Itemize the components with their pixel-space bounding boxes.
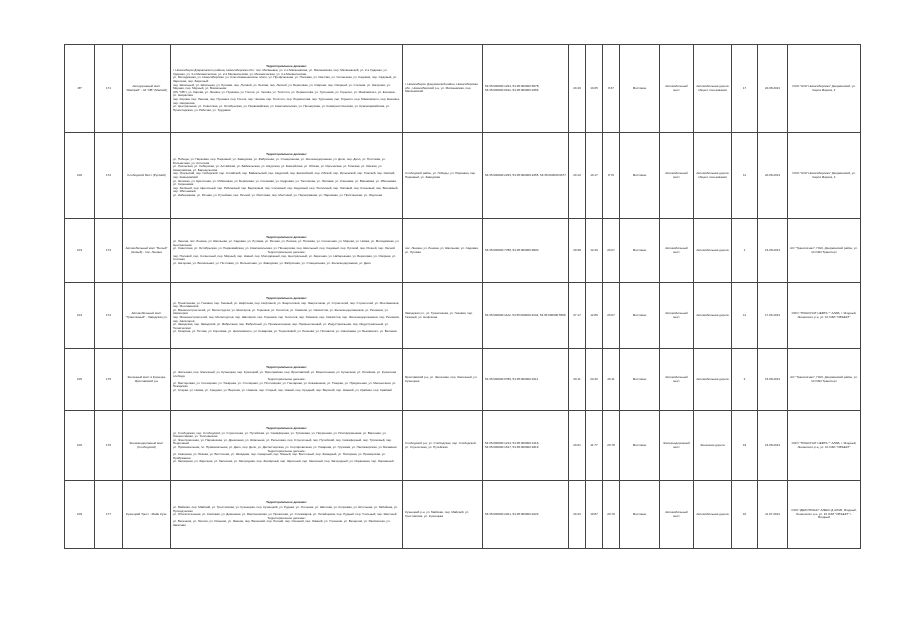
description-heading: Территориальное деление: xyxy=(266,234,307,239)
object-description xyxy=(171,45,403,133)
item-count: 1 xyxy=(732,219,758,283)
table-row xyxy=(65,481,861,549)
measure-2: 10.65 xyxy=(586,45,603,133)
record-date: 20.08.2013 xyxy=(758,133,788,219)
owner: ООО "НСР Новосибирская" Дзержинский, ул. Карла Маркса, 4 xyxy=(788,133,861,219)
row-code: 174 xyxy=(95,283,123,349)
description-heading: Территориальное деление: xyxy=(266,365,307,370)
description-line: ул. Ленина, пос. Ленина, ул. Школьная, ул. Садовая, ул. Луговая, ул. Речная, ул. Лесная, ул. Полевая, ул. Солнечная, ул. Мирная, ул. Новая, ул. Молодёжная, ул. Центральная xyxy=(173,239,400,247)
cadastral-numbers: 54:35:000000:2233, 54:35:000000:4455, 54:35:000000:6677 xyxy=(483,133,569,219)
description-line: ул. Зелёная, ул. Цветочная, ул. Рябиновая, ул. Берёзовая, ул. Сосновая, ул. Кедровая, ул. Тополиная, ул. Липовая, ул. Кленовая, ул. Вишнёвая, ул. Яблоневая, ул. Сиреневая xyxy=(173,178,397,187)
object-description xyxy=(171,133,403,219)
owner: ООО "ДЕЛОТРАНС" АЛЕКС Д АЛАБ, Ягодный, Ленинского р-н, ул. 10 ОЗИ "ОБЪЕКТ" г. Ягодный xyxy=(788,481,861,549)
object-location: Ярославский р-н, ул. Железная, пер. Железный, ул. Кузнецкая xyxy=(403,349,483,411)
description-lines xyxy=(173,432,400,464)
item-count: 11 xyxy=(732,133,758,219)
object-description xyxy=(171,283,403,349)
measure-1: 20.43 xyxy=(569,481,586,549)
structure-kind: Автомобильный мост xyxy=(660,349,694,411)
description-lines xyxy=(173,158,400,198)
structure-type: Мостовое xyxy=(620,411,660,481)
record-date: 16.08.2013 xyxy=(758,219,788,283)
structure-type: Мостовое xyxy=(620,481,660,549)
object-description xyxy=(171,411,403,481)
description-line: ул. Машиностроителей, ул. Металлургов, ул. Шахтёров, ул. Горняков, ул. Геологов, ул. Химиков, ул. Связистов, ул. Железнодорожников, ул. Речников, ул. Авиаторов xyxy=(173,307,389,316)
measure-3: 20.07 xyxy=(603,283,620,349)
description-lines xyxy=(173,302,400,334)
registry-table xyxy=(64,44,861,549)
measure-2: 10.87 xyxy=(586,481,603,549)
description-line: пер. Полевой, пер. Солнечный, пер. Мирный, пер. Новый, пер. Молодёжный, пер. Центральный, ул. Заречная, ул. Набережная, ул. Береговая, ул. Озёрная, ул. Степная xyxy=(173,253,397,262)
table-row xyxy=(65,219,861,283)
structure-purpose: Автомобильная дорога xyxy=(694,349,732,411)
object-name: Железный мост в Кузнецке Ярославский р-н xyxy=(123,349,171,411)
owner: ООО "ТРАНСГАЗ" НЕФТЬ "" АЛАБ, г. Ягодный, Ленинского р-н, ул. 10 ОЗИ "ОБЪЕКТ" xyxy=(788,411,861,481)
object-name: Автомобильный мост "Трансгазный" - Заводская ул. xyxy=(123,283,171,349)
measure-1: 20.01 xyxy=(569,411,586,481)
structure-purpose: Автомобильная дорога xyxy=(694,219,732,283)
measure-3: 20.11 xyxy=(603,349,620,411)
description-line: ул. Гагарина, ул. Титова, ул. Королёва, ул. Циолковского, ул. Комарова, ул. Терешковой, ул. Леонова, ул. Поповича, ул. Николаева, ул. Быковского, ул. Беляева xyxy=(173,329,397,334)
table-row xyxy=(65,283,861,349)
measure-2: 11.77 xyxy=(586,411,603,481)
description-lines xyxy=(173,371,400,393)
record-date: 20.08.2013 xyxy=(758,45,788,133)
item-count: 11 xyxy=(732,283,758,349)
measure-2: 10.17 xyxy=(586,133,603,219)
measure-1: 20.98 xyxy=(569,219,586,283)
description-line: ул. Мастеровая, ул. Слесарная, ул. Токарная, ул. Столярная, ул. Плотницкая, ул. Гончарная, ул. Кожевенная, ул. Ткацкая, ул. Прядильная, ул. Мельничная, ул. Пекарская xyxy=(173,380,397,389)
structure-type: Мостовое xyxy=(620,133,660,219)
row-number: 106 xyxy=(65,411,95,481)
object-location: пос. Ленина, ул. Ленина, ул. Школьная, ул. Садовая, ул. Луговая xyxy=(403,219,483,283)
record-date: 15.08.2013 xyxy=(758,411,788,481)
object-location: Кузнецкий р-н, ул. Майская, пер. Майский, ул. Трестовская, ул. Кузнецкая xyxy=(403,481,483,549)
structure-type: Мостовое xyxy=(620,219,660,283)
cadastral-numbers: 54:35:000000:6789, 54:35:000000:1011 xyxy=(483,349,569,411)
description-heading: Территориальное деление: xyxy=(266,500,307,505)
structure-purpose: Автомобильная дорога общего пользования xyxy=(694,45,732,133)
row-number: 100 xyxy=(65,133,95,219)
description-line: ул. Заводская, пер. Заводской, ул. Фабричная, пер. Фабричный, ул. Промышленная, пер. Промышленный, ул. Индустриальная, пер. Индустриальный, ул. Техническая xyxy=(173,322,389,330)
description-lines xyxy=(173,240,400,265)
description-line: пер. Машиностроителей, пер. Металлургов, пер. Шахтёров, пер. Горняков, пер. Геологов, пер. Химиков, пер. Связистов, пер. Железнодорожников, пер. Речников, пер. Авиаторов xyxy=(173,315,400,323)
description-heading: Территориальное деление: xyxy=(266,152,307,157)
row-number: 103 xyxy=(65,219,95,283)
structure-kind: Автомобильный мост xyxy=(660,219,694,283)
description-line: ул. Заозёрная, ул. Заречная, ул. Залесная, ул. Загородная, пер. Заозёрный, пер. Заречный, пер. Залесный, пер. Загородный, ул. Окраинная, пер. Окраинный xyxy=(173,459,394,464)
structure-purpose: Автомобильная дорога общего пользования xyxy=(694,133,732,219)
description-line: ул. Молодёжная, ул. Новосибирская, ул. Ключ-Камышенское плато, ул. Профсоюзная, ул. Полевая, ул. Светлая, ул. Солнечная, ул. Садовая, пер. Садовый, ул. Заречная, пер. Заречный xyxy=(173,75,397,84)
row-number: 109 xyxy=(65,481,95,549)
object-name: Автодорожный мост "Шалфей" - 44 "ОВ" (Малкий) xyxy=(123,45,171,133)
owner: ООО "ТРАНСГАЗ" НЕФТЬ "" АЛАБ, г. Ягодный, Ленинского р-н, ул. 10 ОЗИ "ОБЪЕКТ" xyxy=(788,283,861,349)
object-name: Железнодорожный мост (Слободской) xyxy=(123,411,171,481)
structure-type: Мостовое xyxy=(620,45,660,133)
structure-kind: Автомобильный мост xyxy=(660,133,694,219)
row-number: 18* xyxy=(65,45,95,133)
table-row xyxy=(65,349,861,411)
measure-2: 12.49 xyxy=(586,219,603,283)
table-row xyxy=(65,133,861,219)
table-row xyxy=(65,411,861,481)
cadastral-numbers: 54:35:000000:2021, 54:35:000000:2223 xyxy=(483,481,569,549)
table-row xyxy=(65,45,861,133)
cadastral-numbers: 54:35:000000:1213, 54:35:000000:1415, 54:35:000000:1617, 54:35:000000:1819 xyxy=(483,411,569,481)
structure-type: Мостовое xyxy=(620,349,660,411)
object-description xyxy=(171,349,403,411)
measure-1: 20.11 xyxy=(569,349,586,411)
description-line: ул. Старая, ул. Новая, ул. Средняя, ул. Верхняя, ул. Нижняя, пер. Старый, пер. Новый, пер. Средний, пер. Верхний, пер. Нижний, ул. Крайняя, пер. Крайний xyxy=(173,387,392,392)
measure-1: 20.10 xyxy=(569,133,586,219)
description-line: (ОЧ "ОВ"): ул. Кирова, ул. Ленина, ул. Пушкина, ул. Гоголя, ул. Чехова, ул. Толстого, ул. Лермонтова, ул. Тургенева, ул. Горького, ул. Маяковского, ул. Есенина, ул. Некрасова xyxy=(173,89,396,98)
structure-kind: Автомобильный мост xyxy=(660,283,694,349)
row-code: 171 xyxy=(95,45,123,133)
object-location: Слободской район, ул. Победы, ул. Парковая, пер. Парковый, ул. Заводская xyxy=(403,133,483,219)
structure-kind: Автомобильный мост xyxy=(660,481,694,549)
description-line: ул. Уральская, ул. Сибирская, ул. Алтайская, ул. Байкальская, ул. Амурская, ул. Енисейская, ул. Обская, ул. Иртышская, ул. Томская, ул. Омская, ул. Кемеровская, ул. Барнаульская xyxy=(173,164,383,172)
owner: ООО "НСР Новосибирская" Дзержинский, ул. Карла Маркса, 4 xyxy=(788,45,861,133)
structure-purpose: Автомобильная дорога xyxy=(694,481,732,549)
description-line: ул. Нагорная, ул. Вокзальная, ул. Почтовая, ул. Больничная, ул. Заводская, ул. Фабричная, ул. Станционная, ул. Железнодорожная, ул. Депо xyxy=(173,260,371,265)
description-line: ул. Советская, ул. Октябрьская, ул. Первомайская, ул. Комсомольская, ул. Пионерская, пер. Школьный, пер. Садовый, пер. Луговой, пер. Речной, пер. Лесной xyxy=(173,246,395,251)
record-date: 11.07.2013 xyxy=(758,481,788,549)
row-code: 175 xyxy=(95,349,123,411)
description-line: Территориальное деление: xyxy=(267,377,306,382)
measure-2: 12.89 xyxy=(586,283,603,349)
structure-kind: Автомобильный мост xyxy=(660,45,694,133)
measure-2: 20.40 xyxy=(586,349,603,411)
record-date: 17.06.2013 xyxy=(758,283,788,349)
cadastral-numbers: 54:35:000000:7788, 54:35:000000:9900 xyxy=(483,219,569,283)
row-number: 105 xyxy=(65,349,95,411)
cadastral-numbers: 54:35:000000:1234, 54:35:000000:5678, 54:35:000000:9012, 54:35:000000:3456 xyxy=(483,45,569,133)
measure-3: 20.07 xyxy=(603,219,620,283)
item-count: 3 xyxy=(732,349,758,411)
description-line: ул. Электровозная, ул. Паровозная, ул. Дрезинная, ул. Шпальная, ул. Рельсовая, пер. Стрелочный, пер. Путейский, пер. Семафорный, пер. Тупиковый, пер. Перронный xyxy=(173,437,392,446)
description-line: ул. Майская, пер. Майский, ул. Трестовская, ул. Кузнецкая, пер. Кузнецкий, ул. Рудная, ул. Угольная, ул. Шахтная, ул. Копровая, ул. Штольная, ул. Забойная, ул. Проходческая xyxy=(173,505,398,513)
measure-3: 20.78 xyxy=(603,411,620,481)
description-line: Территориальное деление: xyxy=(267,448,306,453)
measure-1: 27.17 xyxy=(569,283,586,349)
description-line: ул. Обогатительная, ул. Коксовая, ул. Доменная, ул. Мартеновская, ул. Прокатная, ул. Сталеваров, ул. Литейщиков, пер. Рудный, пер. Угольный, пер. Шахтный xyxy=(173,512,397,517)
structure-kind: Железнодорожный мост xyxy=(660,411,694,481)
owner: АО "Транссигнал", ПАО, Дзержинский район, ул. 10 ОЗИ Транспорт xyxy=(788,219,861,283)
object-location: г. Новосибирск, Дзержинский район, Новосибирская обл., Новосибирский р-н, ул. Матвеевская, пер. Матвеевский xyxy=(403,45,483,133)
description-line: ул. Набережная, ул. Речная, ул. Ручейная, пер. Речной, ул. Мостовая, пер. Мостовой, ул. Переправная, ул. Паромная, ул. Пристанская, ул. Лодочная xyxy=(173,192,383,197)
object-location: Слободской р-н, ул. Слободская, пер. Слободской, ул. Стрелочная, ул. Путейская xyxy=(403,411,483,481)
description-heading: Территориальное деление: xyxy=(266,63,307,68)
object-location: Заводская ул., ул. Трансгазная, ул. Газовая, пер. Газовый, ул. Нефтяная xyxy=(403,283,483,349)
registry-rows xyxy=(65,45,861,549)
cadastral-numbers: 54:35:000000:1122, 54:35:000000:3344, 54:35:000000:5566 xyxy=(483,283,569,349)
description-line: ул. Трансгазная, ул. Газовая, пер. Газовый, ул. Нефтяная, пер. Нефтяной, ул. Энергетиков, пер. Энергетиков, ул. Строителей, пер. Строителей, ул. Монтажников, пер. Монтажников xyxy=(173,300,400,309)
description-line: ул. Центральная, ул. Советская, ул. Октябрьская, ул. Первомайская, ул. Комсомольская, ул. Пионерская, ул. Коммунистическая, ул. Красноармейская, ул. Пролетарская, ул. Рабочая, ул. Трудовая xyxy=(173,104,390,112)
description-line: пер. Зелёный, пер. Цветочный, пер. Рябиновый, пер. Берёзовый, пер. Сосновый, пер. Кедровый, пер. Тополиный, пер. Липовый, пер. Кленовый, пер. Вишнёвый, пер. Яблоневый xyxy=(173,185,399,194)
object-description xyxy=(171,219,403,283)
description-line: пер. Уральский, пер. Сибирский, пер. Алтайский, пер. Байкальский, пер. Амурский, пер. Енисейский, пер. Обской, пер. Иртышский, пер. Томский, пер. Омский, пер. Кемеровский xyxy=(173,171,396,179)
description-line: ул. Северная, ул. Южная, ул. Восточная, ул. Западная, пер. Северный, пер. Южный, пер. Восточный, пер. Западный, ул. Полярная, ул. Приморская, ул. Прибрежная xyxy=(173,452,386,460)
item-count: 19 xyxy=(732,411,758,481)
row-number: 104 xyxy=(65,283,95,349)
description-line: ул. Привокзальная, пл. Привокзальная, ул. Депо, пер. Депо, ул. Диспетчерская, ул. Сортировочная, ул. Товарная, ул. Грузовая, ул. Пассажирская, ул. Багажная xyxy=(173,445,397,449)
object-name: Автомобильный мост "Белый" (Новый) - пос. Ленина xyxy=(123,219,171,283)
item-count: 10 xyxy=(732,481,758,549)
row-code: 176 xyxy=(95,411,123,481)
description-line: г. Новосибирск Дзержинского района, Новосибирская обл.: пос. Матвеевка, ул. 2-я Матвеевская, ул. Матвеевская, пер. Матвеевский, ул. 2-я Ударная, ул. Ударная, ул. 3-я Механическая, ул. 2-я Механическая, ул. Механическая, ул. 4-я Механическая, xyxy=(173,68,388,76)
registry-sheet xyxy=(64,44,860,549)
measure-3: 20.79 xyxy=(603,481,620,549)
measure-3: 8.67 xyxy=(603,45,620,133)
object-description xyxy=(171,481,403,549)
description-line: ул. Слободская, пер. Слободской, ул. Стрелочная, ул. Путейская, ул. Семафорная, ул. Тупиковая, ул. Перронная, ул. Платформенная, ул. Вагонная, ул. Локомотивная, ул. Тепловозная xyxy=(173,430,387,439)
description-lines xyxy=(173,69,400,112)
description-heading: Территориальное деление: xyxy=(266,296,307,301)
object-name: Кузнецкий Трест - Майн Кузн. xyxy=(123,481,171,549)
measure-1: 20.49 xyxy=(569,45,586,133)
description-line: пер. Кирова, пер. Ленина, пер. Пушкина, пер. Гоголя, пер. Чехова, пер. Толстого, пер. Лермонтова, пер. Тургенева, пер. Горького, пер. Маяковского, пер. Есенина, пер. Некрасова xyxy=(173,96,400,105)
item-count: 17 xyxy=(732,45,758,133)
row-code: 172 xyxy=(95,133,123,219)
measure-3: 8.79 xyxy=(603,133,620,219)
record-date: 15.08.2013 xyxy=(758,349,788,411)
description-line: Территориальное деление: xyxy=(267,250,306,254)
object-name: Слободской Мост (Русский) xyxy=(123,133,171,219)
row-code: 173 xyxy=(95,219,123,283)
description-line: Территориальное деление: xyxy=(267,515,306,520)
structure-type: Мостовое xyxy=(620,283,660,349)
description-line: ул. Весенняя, ул. Летняя, ул. Осенняя, ул. Зимняя, пер. Весенний, пер. Летний, пер. Осенний, пер. Зимний, ул. Утренняя, ул. Вечерняя, ул. Рассветная, ул. Закатная xyxy=(173,519,391,527)
description-lines xyxy=(173,506,400,528)
structure-purpose: Железная дорога xyxy=(694,411,732,481)
structure-purpose: Автомобильная дорога xyxy=(694,283,732,349)
description-line: пер. Школьный, ул. Школьная, ул. Луговая, пер. Луговой, ул. Лесная, пер. Лесной, ул. Береговая, ул. Озёрная, пер. Озёрный, ул. Степная, ул. Нагорная, ул. Мирная, пер. Мирный, ул. Вокзальная xyxy=(173,82,391,91)
description-heading: Территориальное деление: xyxy=(266,426,307,431)
description-line: ул. Победы, ул. Парковая, пер. Парковый, ул. Заводская, ул. Фабричная, ул. Станционная, ул. Железнодорожная, ул. Депо, пер. Депо, ул. Почтовая, ул. Больничная, ул. Аптечная xyxy=(173,157,386,165)
description-line: ул. Железная, пер. Железный, ул. Кузнецкая, пер. Кузнецкий, ул. Ярославская, пер. Ярославский, ул. Ремесленная, ул. Кузнечная, ул. Литейная, ул. Кузнечная слобода xyxy=(173,370,397,378)
owner: АО "Транссигнал", ПАО, Дзержинский район, ул. 10 ОЗИ Транспорт xyxy=(788,349,861,411)
row-code: 177 xyxy=(95,481,123,549)
